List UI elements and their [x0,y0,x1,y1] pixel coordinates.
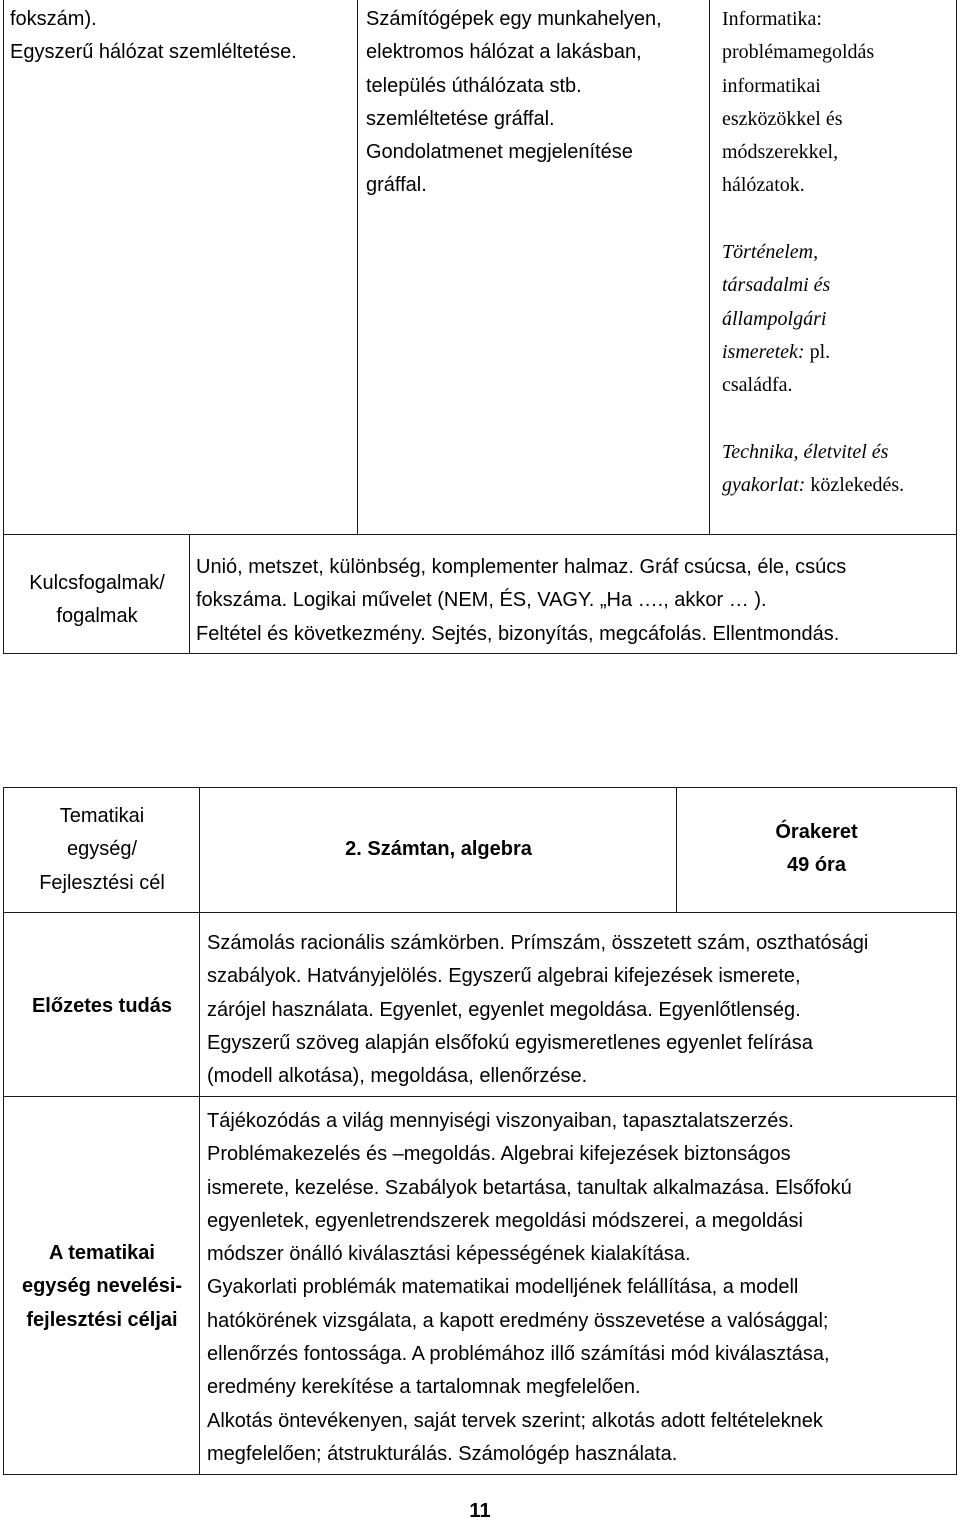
unit-title-cell [199,787,678,914]
goals-content-cell [199,1096,957,1475]
prior-knowledge-label: Előzetes tudás [31,995,173,1017]
goals-label-cell [3,1096,201,1475]
key-concepts-label: Kulcsfogalmak/ fogalmak [29,572,165,628]
goals-content: Tájékozódás a világ mennyiségi viszonyaiban, tapasztalatszerzés. Problémakezelés és –megoldás. Algebrai kifejezések biztonságos ismerete, kezelése. Szabályok betartása, tanultak alkalmazása. Elsőfokú egyenletek, egyenletrendszerek megoldási módszerei, a megoldási módszer önálló kiválasztási képességének kialakítása. Gyakorlati problémák matematikai modelljének felállítása, a modell hatókörének vizsgálata, a kapott eredmény összevetése a valósággal; ellenőrzés fontossága. A problémához illő számítási mód kiválasztása, eredmény kerekítése a tartalomnak megfelelően. Alkotás öntevékenyen, saját tervek szerint; alkotás adott feltételeknek megfelelően; átstrukturálás. Számológép használata. [207,1110,852,1465]
key-concepts-content-cell [189,534,957,654]
hours-cell [676,787,957,914]
prior-knowledge-content: Számolás racionális számkörben. Prímszám, összetett szám, oszthatósági szabályok. Hatványjelölés. Egyszerű algebrai kifejezések ismerete, zárójel használata. Egyenlet, egyenlet megoldása. Egyenlőtlenség. Egyszerű szöveg alapján elsőfokú egyismeretlenes egyenlet felírása (modell alkotása), megoldása, ellenőrzése. [207,932,869,1088]
hours-block: Órakeret 49 óra [775,821,858,877]
top-table-col1 [3,0,359,536]
prior-knowledge-label-cell [3,912,201,1098]
goals-label: A tematikai egység nevelési- fejlesztési céljai [21,1242,183,1331]
top-table-col2 [357,0,711,536]
col1-text: fokszám). Egyszerű hálózat szemléltetése. [10,8,297,64]
unit-header-label-cell [3,787,201,914]
col2-text: Számítógépek egy munkahelyen, elektromos hálózat a lakásban, település úthálózata stb. szemléltetése gráffal. Gondolatmenet megjelenítése gráffal. [366,8,662,197]
key-concepts-label-cell [3,534,191,654]
top-table-col3 [709,0,957,536]
key-concepts-content: Unió, metszet, különbség, komplementer halmaz. Gráf csúcsa, éle, csúcs fokszáma. Logikai művelet (NEM, ÉS, VAGY. „Ha …., akkor … ). Feltétel és következmény. Sejtés, bizonyítás, megcáfolás. Ellentmondás. [196,556,847,645]
prior-knowledge-content-cell [199,912,957,1098]
unit-header-label: Tematikai egység/ Fejlesztési cél [39,805,165,894]
col3-text: Informatika: problémamegoldás informatikai eszközökkel és módszerekkel, hálózatok. Történelem, társadalmi és állampolgári ismeretek: pl. családfa. Technika, életvitel és gyakorlat: közlekedés. [722,8,905,497]
unit-title: 2. Számtan, algebra [345,838,532,860]
page-number: 11 [469,1500,491,1522]
